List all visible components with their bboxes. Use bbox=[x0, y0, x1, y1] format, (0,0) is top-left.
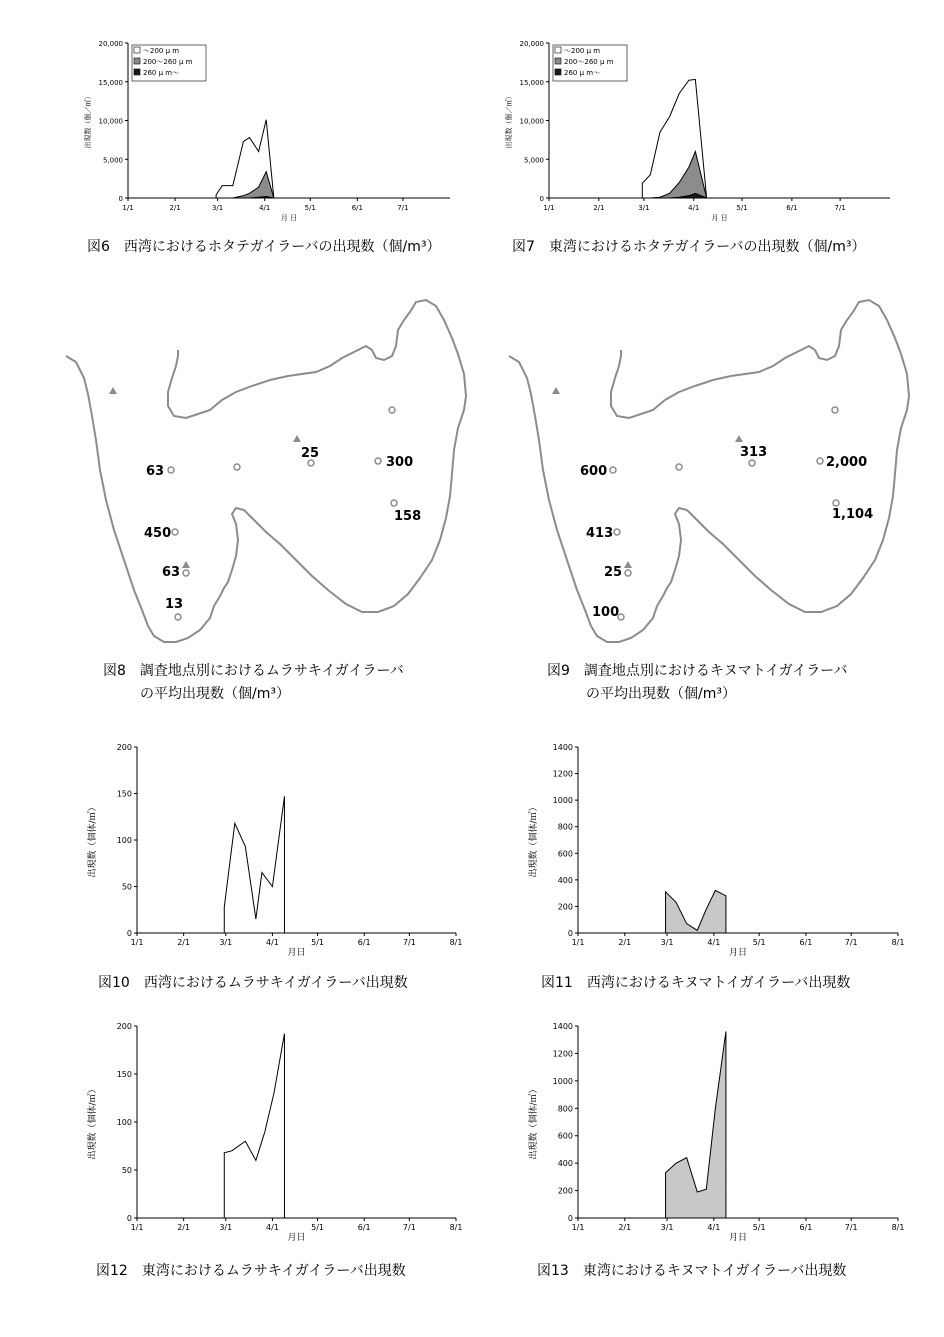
fig9-triangle-marker bbox=[624, 561, 632, 568]
fig12-x-label: 月日 bbox=[287, 1233, 306, 1243]
fig10-y-tick-label: 200 bbox=[116, 743, 132, 752]
fig12-x-tick-label: 2/1 bbox=[177, 1223, 191, 1232]
fig13-y-tick-label: 1000 bbox=[552, 1076, 573, 1086]
fig9-count-label: 313 bbox=[740, 445, 768, 460]
fig12-y-tick-label: 200 bbox=[116, 1022, 132, 1031]
fig12-y-tick-label: 50 bbox=[121, 1166, 132, 1175]
fig7-chart bbox=[504, 40, 890, 222]
fig9-station bbox=[832, 407, 838, 413]
fig11-y-label: 出現数（個体/㎥） bbox=[529, 802, 539, 878]
fig7-legend-label: 260 μ m～ bbox=[564, 69, 601, 77]
fig12-caption: 図12 東湾におけるムラサキイガイラーバ出現数 bbox=[96, 1263, 406, 1279]
fig10-y-tick-label: 50 bbox=[121, 882, 132, 892]
fig6-x-label: 月 日 bbox=[280, 214, 298, 222]
fig6-legend-swatch bbox=[134, 47, 140, 53]
fig13-y-tick-label: 1200 bbox=[552, 1049, 573, 1059]
fig6-x-tick-label: 5/1 bbox=[304, 204, 316, 212]
fig9-count-label: 600 bbox=[580, 464, 608, 479]
fig7-legend-label: ～200 μ m bbox=[564, 47, 601, 55]
fig10-y-tick-label: 150 bbox=[116, 789, 132, 799]
fig8-map bbox=[66, 300, 466, 642]
fig13-chart bbox=[527, 1022, 904, 1243]
fig11-y-tick-label: 1400 bbox=[552, 743, 573, 752]
fig11-x-tick-label: 1/1 bbox=[571, 938, 585, 947]
fig13-x-tick-label: 8/1 bbox=[891, 1223, 905, 1232]
fig6-y-tick-label: 5,000 bbox=[102, 156, 123, 165]
fig10-x-tick-label: 1/1 bbox=[130, 938, 144, 947]
fig8-station bbox=[389, 407, 395, 413]
fig11-chart bbox=[527, 743, 904, 958]
fig6-legend-swatch bbox=[134, 69, 140, 75]
fig6-legend-label: 260 μ m～ bbox=[143, 69, 180, 77]
fig8-count-label: 450 bbox=[144, 526, 172, 541]
fig13-x-tick-label: 1/1 bbox=[571, 1223, 585, 1232]
fig11-x-tick-label: 6/1 bbox=[799, 938, 813, 947]
fig13-y-label: 出現数（個体/㎥） bbox=[529, 1084, 539, 1160]
fig12-y-tick-label: 150 bbox=[116, 1070, 132, 1079]
fig12-chart bbox=[86, 1022, 462, 1243]
fig7-caption: 図7 東湾におけるホタテガイラーバの出現数（個/m³） bbox=[512, 239, 866, 255]
fig8-station bbox=[183, 570, 189, 576]
fig11-x-tick-label: 7/1 bbox=[844, 938, 858, 947]
fig13-x-tick-label: 3/1 bbox=[660, 1223, 674, 1232]
fig6-chart bbox=[83, 40, 450, 222]
fig12-x-tick-label: 8/1 bbox=[449, 1223, 463, 1232]
fig6-y-tick-label: 0 bbox=[118, 195, 123, 203]
fig7-legend-label: 200～260 μ m bbox=[564, 58, 614, 66]
fig13-y-tick-label: 200 bbox=[557, 1186, 573, 1196]
fig9-station bbox=[614, 529, 620, 535]
fig10-x-tick-label: 5/1 bbox=[311, 938, 325, 947]
fig6-legend-label: 200～260 μ m bbox=[143, 58, 193, 66]
fig10-chart bbox=[86, 743, 462, 958]
fig9-station bbox=[833, 500, 839, 506]
fig10-x-tick-label: 3/1 bbox=[219, 938, 233, 947]
fig10-x-tick-label: 6/1 bbox=[357, 938, 371, 947]
fig6-x-tick-label: 3/1 bbox=[211, 204, 224, 212]
fig6-y-label: 出現数（個／㎥） bbox=[84, 92, 92, 149]
fig9-triangle-marker bbox=[735, 435, 743, 442]
fig6-x-tick-label: 4/1 bbox=[259, 204, 271, 212]
fig13-area bbox=[666, 1031, 726, 1218]
fig8-triangle-marker bbox=[109, 387, 117, 394]
fig8-triangle-marker bbox=[293, 435, 301, 442]
fig9-station bbox=[749, 460, 755, 466]
fig11-y-tick-label: 800 bbox=[557, 822, 573, 832]
fig10-y-tick-label: 100 bbox=[116, 836, 132, 845]
fig7-legend-swatch bbox=[555, 58, 561, 64]
fig8-station bbox=[391, 500, 397, 506]
fig6-y-tick-label: 20,000 bbox=[98, 40, 123, 48]
fig13-y-tick-label: 800 bbox=[557, 1104, 573, 1114]
fig11-area bbox=[666, 890, 726, 933]
fig11-x-tick-label: 2/1 bbox=[618, 938, 632, 947]
fig12-x-tick-label: 3/1 bbox=[219, 1223, 233, 1232]
fig7-x-tick-label: 5/1 bbox=[736, 204, 748, 212]
fig7-y-tick-label: 10,000 bbox=[519, 117, 544, 126]
fig11-caption: 図11 西湾におけるキヌマトイガイラーバ出現数 bbox=[541, 975, 851, 991]
fig7-y-tick-label: 0 bbox=[539, 195, 544, 203]
fig6-caption: 図6 西湾におけるホタテガイラーバの出現数（個/m³） bbox=[87, 239, 441, 255]
fig6-x-tick-label: 1/1 bbox=[122, 204, 134, 212]
fig9-count-label: 1,104 bbox=[832, 507, 874, 522]
fig6-legend-label: ～200 μ m bbox=[143, 47, 180, 55]
fig7-legend-swatch bbox=[555, 69, 561, 75]
fig8-count-label: 63 bbox=[162, 565, 181, 580]
fig7-x-tick-label: 7/1 bbox=[834, 204, 846, 212]
fig9-map bbox=[509, 300, 909, 642]
fig10-x-label: 月日 bbox=[287, 948, 306, 958]
fig9-caption-line2: の平均出現数（個/m³） bbox=[586, 686, 736, 702]
fig10-line bbox=[224, 796, 284, 933]
fig8-caption-line2: の平均出現数（個/m³） bbox=[140, 686, 290, 702]
fig10-x-tick-label: 8/1 bbox=[449, 938, 463, 947]
fig12-x-tick-label: 7/1 bbox=[402, 1223, 416, 1232]
fig8-station bbox=[172, 529, 178, 535]
fig13-x-tick-label: 5/1 bbox=[752, 1223, 766, 1232]
fig11-y-tick-label: 1200 bbox=[552, 769, 573, 779]
fig8-station bbox=[175, 614, 181, 620]
fig12-x-tick-label: 5/1 bbox=[311, 1223, 325, 1232]
fig8-count-label: 13 bbox=[165, 597, 184, 612]
fig6-x-tick-label: 6/1 bbox=[351, 204, 363, 212]
fig7-x-tick-label: 1/1 bbox=[543, 204, 555, 212]
fig10-y-tick-label: 0 bbox=[126, 929, 132, 938]
fig8-station bbox=[234, 464, 240, 470]
fig12-x-tick-label: 1/1 bbox=[130, 1223, 144, 1232]
fig7-y-tick-label: 5,000 bbox=[523, 156, 544, 165]
fig6-legend-swatch bbox=[134, 58, 140, 64]
fig6-x-tick-label: 2/1 bbox=[169, 204, 181, 212]
fig6-y-tick-label: 15,000 bbox=[98, 78, 123, 87]
fig13-x-tick-label: 6/1 bbox=[799, 1223, 813, 1232]
fig7-legend-swatch bbox=[555, 47, 561, 53]
fig7-y-label: 出現数（個／㎥） bbox=[505, 92, 513, 149]
fig13-y-tick-label: 0 bbox=[567, 1214, 573, 1223]
fig11-y-tick-label: 600 bbox=[557, 849, 573, 859]
fig7-x-label: 月 日 bbox=[711, 214, 728, 222]
fig8-triangle-marker bbox=[182, 561, 190, 568]
fig13-y-tick-label: 600 bbox=[557, 1131, 573, 1141]
fig11-x-tick-label: 3/1 bbox=[660, 938, 674, 947]
fig9-station bbox=[817, 458, 823, 464]
fig9-station bbox=[625, 570, 631, 576]
fig12-line bbox=[224, 1034, 284, 1218]
fig11-x-tick-label: 4/1 bbox=[707, 938, 721, 947]
fig12-y-label: 出現数（個体/㎥） bbox=[88, 1084, 98, 1160]
fig7-y-tick-label: 15,000 bbox=[519, 78, 544, 87]
fig8-station bbox=[168, 467, 174, 473]
fig13-x-tick-label: 2/1 bbox=[618, 1223, 632, 1232]
fig9-caption-line1: 図9 調査地点別におけるキヌマトイガイラーバ bbox=[547, 663, 848, 679]
fig8-caption-line1: 図8 調査地点別におけるムラサキイガイラーバ bbox=[103, 663, 404, 679]
fig10-caption: 図10 西湾におけるムラサキイガイラーバ出現数 bbox=[98, 975, 408, 991]
fig9-station bbox=[676, 464, 682, 470]
fig13-x-label: 月日 bbox=[728, 1233, 748, 1243]
fig10-y-label: 出現数（個体/㎥） bbox=[88, 802, 98, 878]
fig8-count-label: 158 bbox=[394, 509, 422, 524]
fig12-y-tick-label: 0 bbox=[126, 1214, 132, 1223]
fig7-x-tick-label: 2/1 bbox=[593, 204, 605, 212]
fig10-x-tick-label: 7/1 bbox=[402, 938, 416, 947]
fig9-count-label: 413 bbox=[586, 526, 614, 541]
fig11-y-tick-label: 1000 bbox=[552, 796, 573, 806]
fig13-caption: 図13 東湾におけるキヌマトイガイラーバ出現数 bbox=[537, 1263, 847, 1279]
fig7-x-tick-label: 6/1 bbox=[786, 204, 798, 212]
fig13-x-tick-label: 7/1 bbox=[844, 1223, 858, 1232]
fig6-y-tick-label: 10,000 bbox=[98, 117, 123, 126]
fig8-coastline bbox=[66, 300, 466, 642]
fig10-x-tick-label: 2/1 bbox=[177, 938, 191, 947]
fig12-x-tick-label: 6/1 bbox=[357, 1223, 371, 1232]
fig8-count-label: 25 bbox=[301, 446, 320, 461]
fig8-station bbox=[375, 458, 381, 464]
fig11-y-tick-label: 400 bbox=[557, 875, 573, 885]
fig7-x-tick-label: 3/1 bbox=[638, 204, 650, 212]
fig13-x-tick-label: 4/1 bbox=[707, 1223, 721, 1232]
fig11-x-label: 月日 bbox=[728, 948, 748, 958]
fig9-triangle-marker bbox=[552, 387, 560, 394]
fig12-y-tick-label: 100 bbox=[116, 1118, 132, 1127]
fig7-x-tick-label: 4/1 bbox=[688, 204, 700, 212]
fig11-x-tick-label: 8/1 bbox=[891, 938, 905, 947]
fig10-x-tick-label: 4/1 bbox=[265, 938, 279, 947]
fig8-count-label: 63 bbox=[146, 464, 165, 479]
fig13-y-tick-label: 1400 bbox=[552, 1022, 573, 1031]
fig6-x-tick-label: 7/1 bbox=[397, 204, 409, 212]
fig9-count-label: 2,000 bbox=[826, 455, 868, 470]
fig11-y-tick-label: 200 bbox=[557, 902, 573, 912]
fig12-x-tick-label: 4/1 bbox=[265, 1223, 279, 1232]
fig11-x-tick-label: 5/1 bbox=[752, 938, 766, 947]
fig13-y-tick-label: 400 bbox=[557, 1159, 573, 1169]
fig9-count-label: 25 bbox=[604, 565, 623, 580]
fig9-count-label: 100 bbox=[592, 605, 620, 620]
fig9-station bbox=[610, 467, 616, 473]
fig9-coastline bbox=[509, 300, 909, 642]
fig11-y-tick-label: 0 bbox=[567, 929, 573, 938]
fig7-y-tick-label: 20,000 bbox=[519, 40, 544, 48]
fig8-count-label: 300 bbox=[386, 455, 414, 470]
